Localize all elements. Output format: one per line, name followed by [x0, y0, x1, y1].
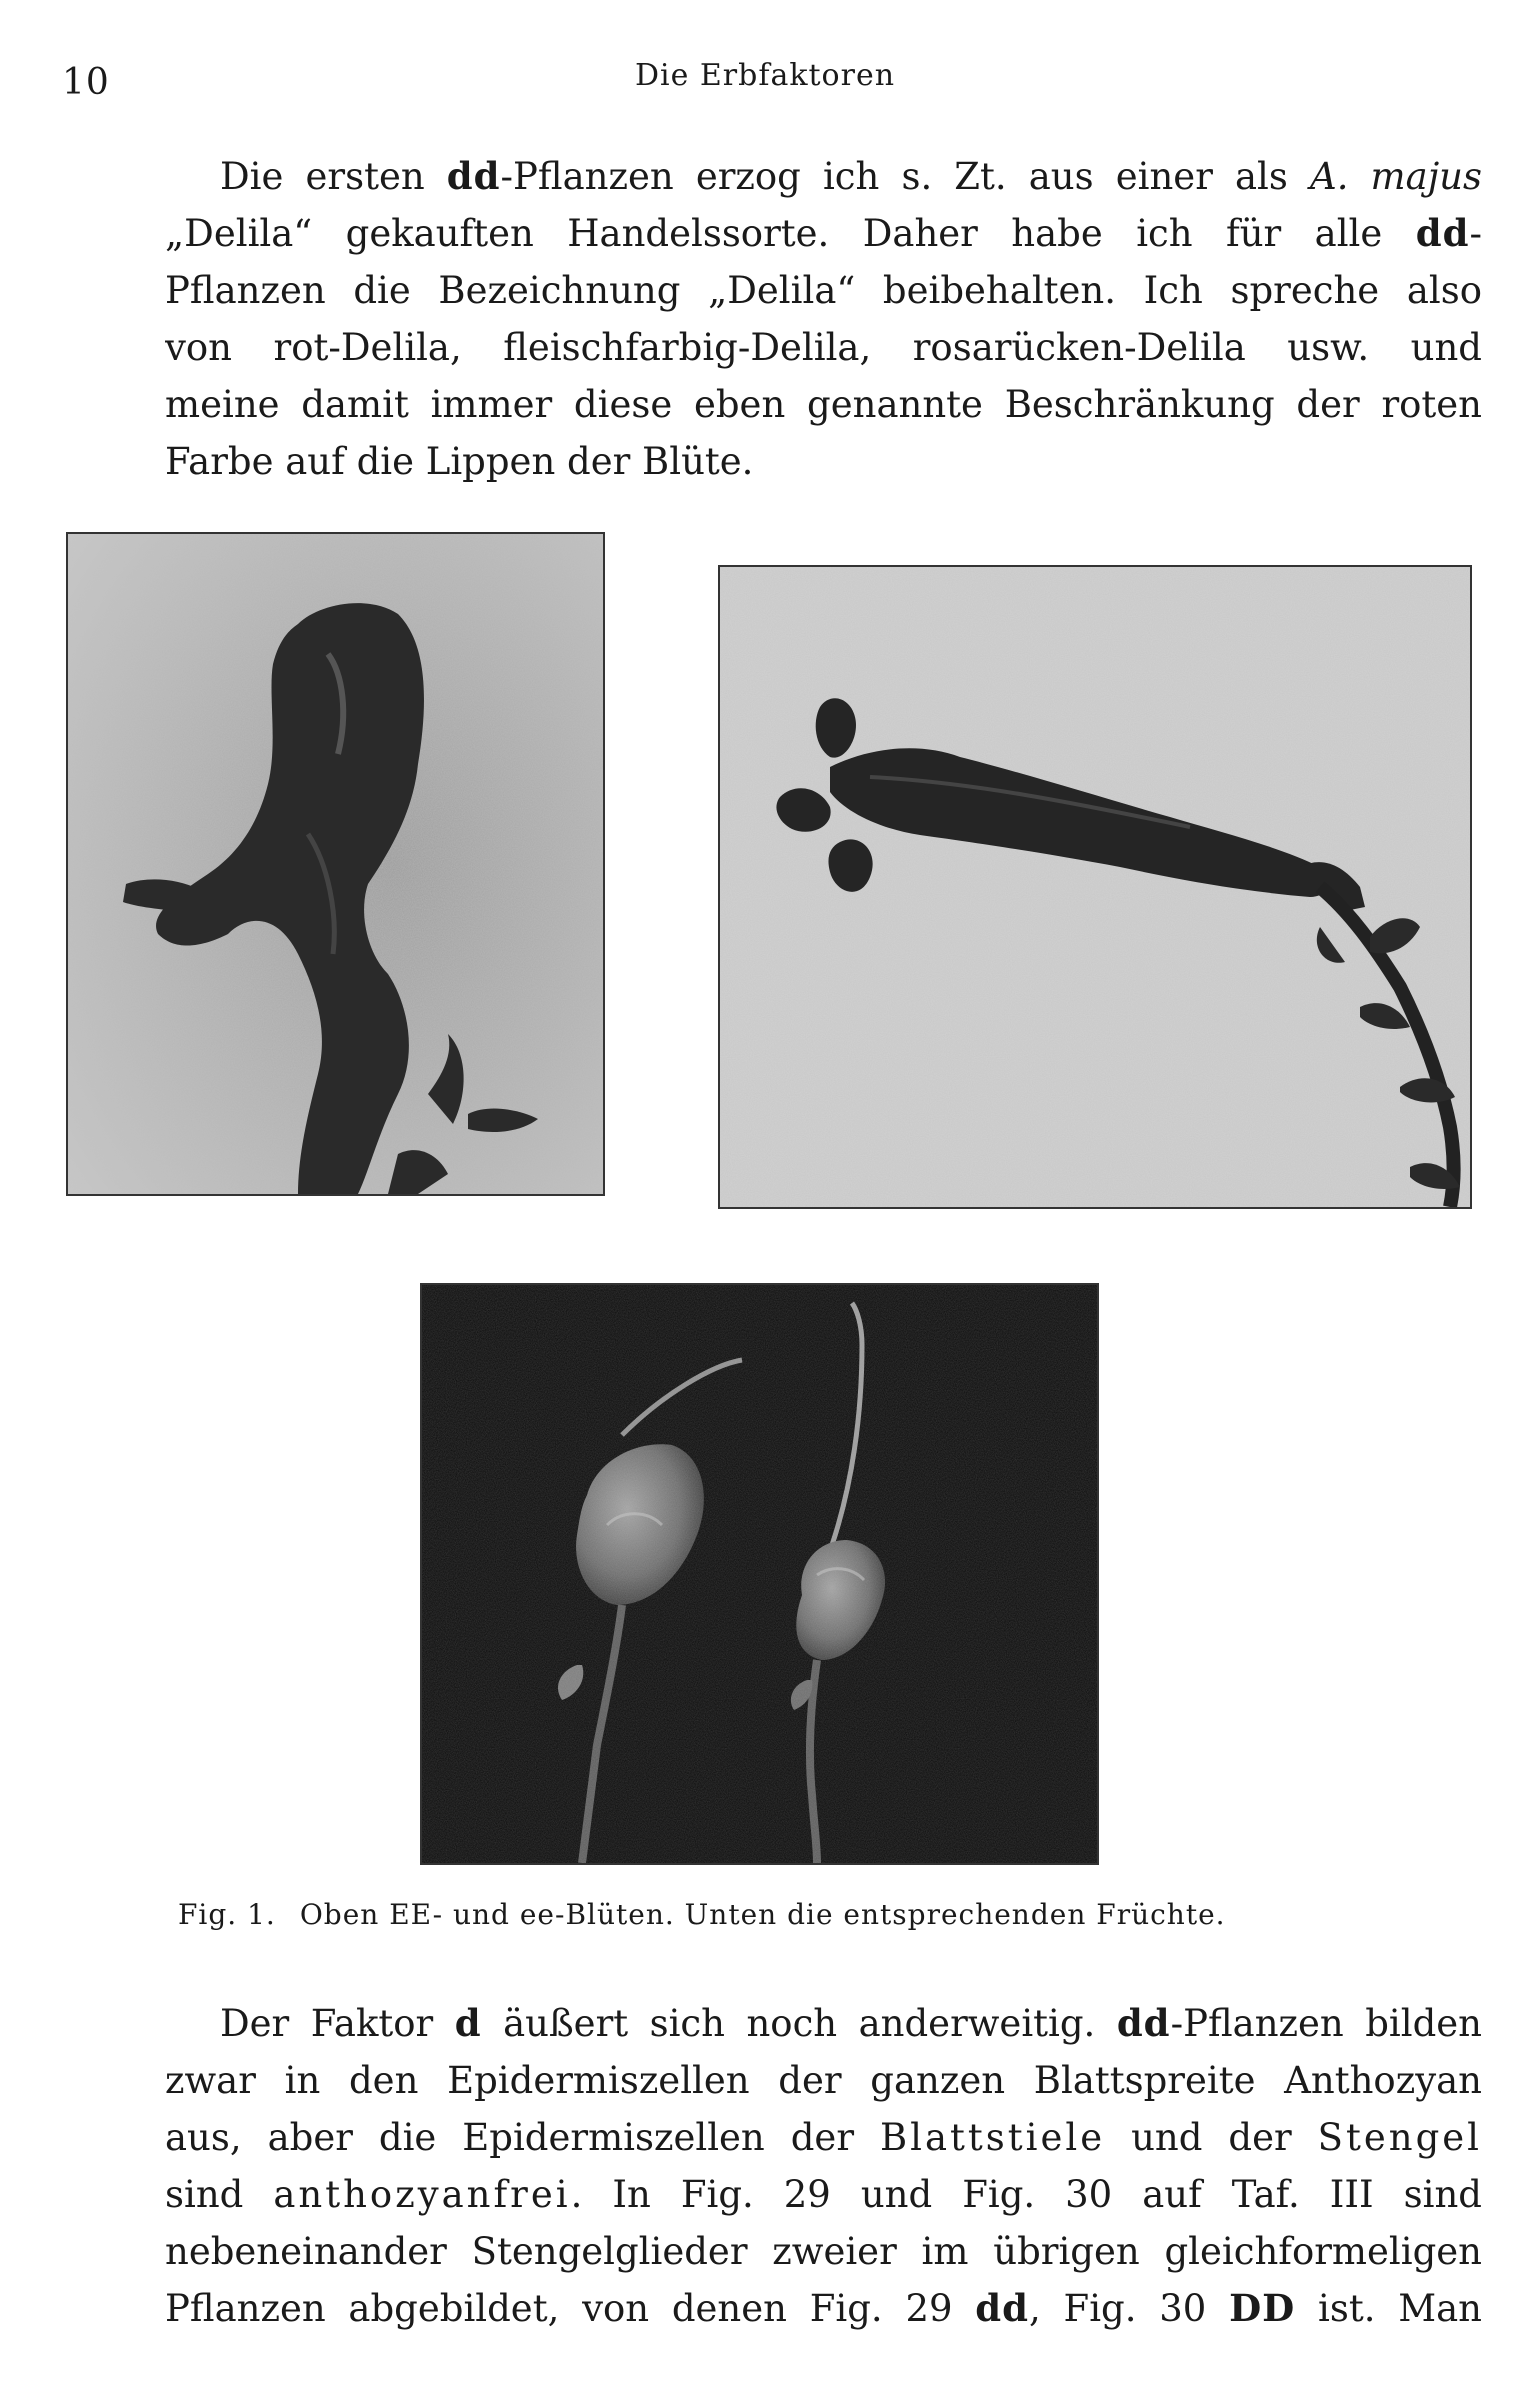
photo-ee-flower	[66, 532, 605, 1196]
text-line: Farbe auf die Lippen der Blüte.	[165, 440, 754, 483]
text-line: „Delila“ gekauften Handelssorte. Daher habe ich für alle dd-	[165, 211, 1482, 255]
text-line: von rot-Delila, fleischfarbig-Delila, rosarücken-Delila usw. und	[165, 326, 1482, 369]
text-line: zwar in den Epidermiszellen der ganzen Blattspreite Anthozyan	[165, 2059, 1482, 2102]
text-line: aus, aber die Epidermiszellen der Blattstiele und der Stengel	[165, 2116, 1482, 2159]
text-line: nebeneinander Stengelglieder zweier im übrigen gleichformeligen	[165, 2230, 1482, 2273]
figure-caption	[178, 1898, 1226, 1931]
text-line: Die ersten dd-Pflanzen erzog ich s. Zt. aus einer als A. majus	[220, 154, 1482, 198]
figure-caption-text: Oben EE- und ee-Blüten. Unten die entsprechenden Früchte.	[299, 1898, 1226, 1931]
figure-label: Fig. 1.	[178, 1898, 276, 1931]
photo-ee-tubular-flower	[718, 565, 1472, 1209]
photo-fruits	[420, 1283, 1099, 1865]
text-line: Der Faktor d äußert sich noch anderweitig. dd-Pflanzen bilden	[220, 2001, 1482, 2045]
paragraph-factor-d	[165, 1995, 1482, 2337]
paragraph-intro	[165, 148, 1482, 490]
text-line: meine damit immer diese eben genannte Beschränkung der roten	[165, 383, 1482, 426]
text-line: Pflanzen abgebildet, von denen Fig. 29 dd, Fig. 30 DD ist. Man	[165, 2286, 1482, 2330]
text-line: sind anthozyanfrei. In Fig. 29 und Fig. 30 auf Taf. III sind	[165, 2173, 1482, 2216]
text-line: Pflanzen die Bezeichnung „Delila“ beibehalten. Ich spreche also	[165, 269, 1482, 312]
page-number: 10	[62, 62, 110, 103]
running-title: Die Erbfaktoren	[634, 58, 896, 93]
